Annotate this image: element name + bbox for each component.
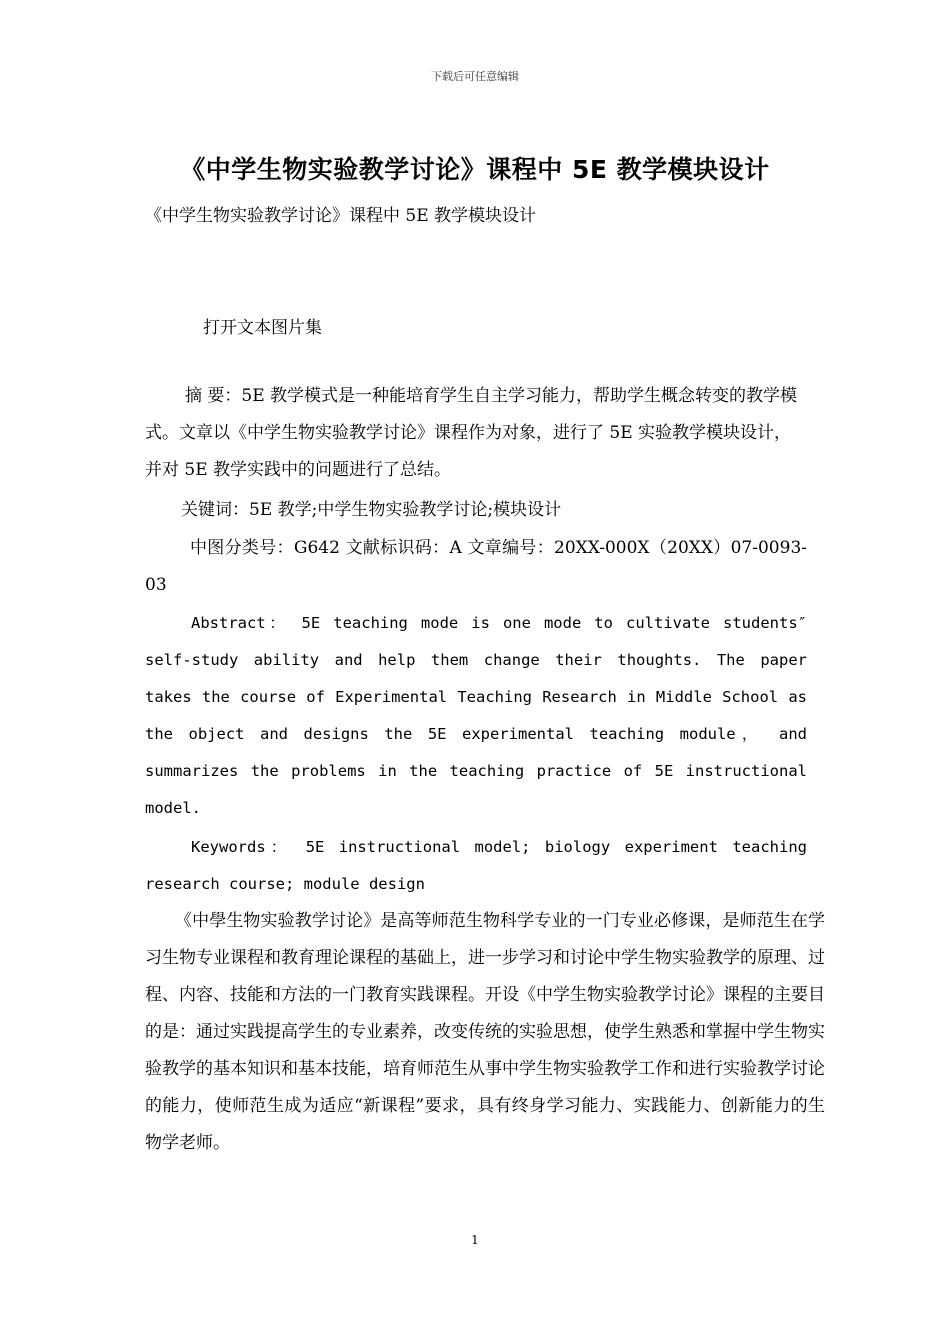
page-number: 1 <box>471 1233 479 1247</box>
keywords-english: Keywords： 5E instructional model; biology experiment teaching research course; module design <box>145 838 807 893</box>
page-header: 下载后可任意编辑 <box>431 70 519 83</box>
classification-info: 中图分类号：G642 文献标识码：A 文章编号：20XX-000X（20XX）07-0093-03 <box>145 538 807 595</box>
document-subtitle: 《中学生物实验教学讨论》课程中 5E 教学模块设计 <box>145 206 537 226</box>
abstract-chinese: 摘 要：5E 教学模式是一种能培育学生自主学习能力，帮助学生概念转变的教学模式。文章以《中学生物实验教学讨论》课程作为对象，进行了 5E 实验教学模块设计，并对 5E 教学实践中的问题进行了总结。 <box>145 386 798 480</box>
open-image-gallery-link[interactable]: 打开文本图片集 <box>203 318 322 338</box>
document-title: 《中学生物实验教学讨论》课程中 5E 教学模块设计 <box>180 155 770 184</box>
abstract-english: Abstract： 5E teaching mode is one mode to cultivate students″ self-study ability and help them change their thoughts. The paper takes the course of Experimental Teaching Research in Middle School as the object and designs the 5E experimental teaching module， and summarizes the problems in the teaching practice of 5E instructional model. <box>145 614 807 817</box>
body-paragraph: 《中學生物实验教学讨论》是高等师范生物科学专业的一门专业必修课，是师范生在学习生物专业课程和教育理论课程的基础上，进一步学习和讨论中学生物实验教学的原理、过程、内容、技能和方法的一门教育实践课程。开设《中学生物实验教学讨论》课程的主要目的是：通过实践提高学生的专业素养，改变传统的实验思想，使学生熟悉和掌握中学生物实验教学的基本知识和基本技能，培育师范生从事中学生物实验教学工作和进行实验教学讨论的能力，使师范生成为适应“新课程”要求，具有终身学习能力、实践能力、创新能力的生物学老师。 <box>145 911 825 1153</box>
keywords-chinese: 关键词：5E 教学;中学生物实验教学讨论;模块设计 <box>181 500 562 520</box>
